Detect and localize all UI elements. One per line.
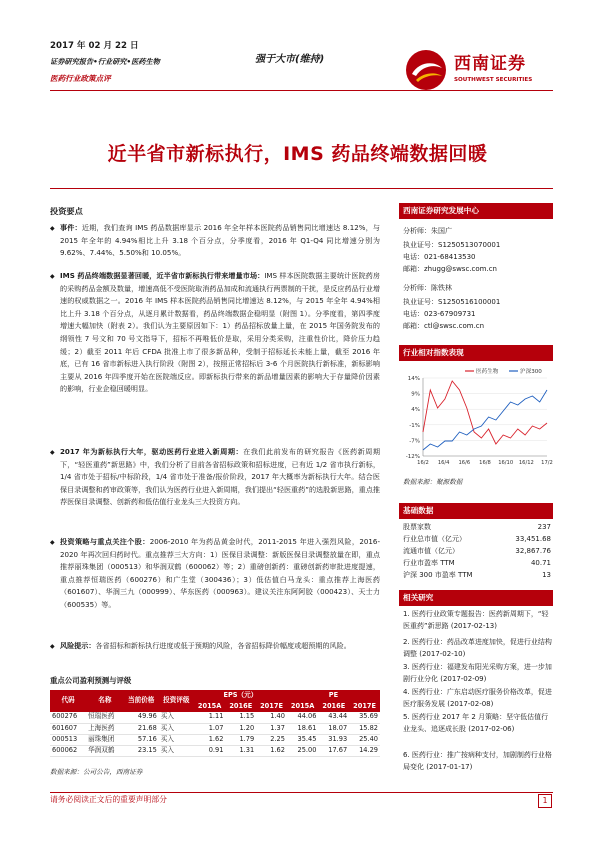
research-team-header: 西南证券研究发展中心 (399, 203, 553, 219)
table-cell: 18.61 (287, 723, 319, 734)
bullet-icon: ◆ (50, 449, 55, 456)
table-header: 当前价格 (124, 690, 159, 712)
earnings-forecast-table (50, 690, 380, 757)
table-header: 代码 (50, 690, 86, 712)
paragraph-text: 2017 年为新标执行大年，驱动医药行业进入新周期：在我们此前发布的研究报告《医药新周期下，“轻医重药”新思路》中，我们分析了目前各省招标政策和招标进度，已有近 1/2 省市执行新标，1/4 省市处于招标/中标阶段，1/4 省市处于准备/报价阶段，2017 年大概率为新标执行大年。结合医保目录调整和药审政策等，我们认为医药行业进入新周期，我们提出“轻医重药”的选股新思路，重点推荐医保目录调整、创新药和低估值行业龙头三大投资方向。 (60, 447, 381, 507)
header-rule (50, 90, 553, 91)
chart-header: 行业相对指数表现 (399, 345, 553, 361)
basic-data-row (403, 546, 551, 558)
table-cell: 000513 (50, 734, 86, 745)
chart-source: 数据来源：聚源数据 (403, 478, 463, 486)
table-year-header: 2016E (318, 701, 349, 712)
related-report-link[interactable]: 5. 医药行业 2017 年 2 月策略：坚守低估值行业龙头、追逐成长股 (2017-02-06) (403, 713, 549, 733)
table-cell: 31.93 (318, 734, 349, 745)
table-cell: 买入 (159, 734, 194, 745)
paragraph-lead: 风险提示： (60, 641, 96, 650)
table-cell: 1.11 (194, 712, 226, 723)
analyst-email[interactable]: 邮箱：zhugg@swsc.com.cn (403, 265, 497, 273)
basic-data-label: 行业市盈率 TTM (403, 559, 455, 567)
chart-x-tick-label: 16/12 (518, 460, 534, 466)
chart-x-tick-label: 16/2 (417, 460, 429, 466)
table-cell: 0.91 (194, 745, 226, 756)
chart-x-tick-label: 17/2 (541, 460, 553, 466)
basic-data-value: 237 (537, 523, 551, 531)
paragraph-ims (50, 270, 380, 396)
title-rule (50, 188, 553, 189)
chart-x-tick-label: 16/6 (458, 460, 471, 466)
chart-series (423, 381, 547, 450)
basic-data-row (403, 558, 551, 570)
related-report-link[interactable]: 2. 医药行业：药品改革进度加快，促进行业结构调整 (2017-02-10) (403, 638, 552, 658)
table-cell: 43.44 (318, 712, 349, 723)
report-type: 证券研究报告•行业研究•医药生物 (50, 57, 160, 66)
table-cell: 23.15 (124, 745, 159, 756)
table-row (50, 745, 380, 756)
chart-grid (423, 378, 547, 456)
table-header: EPS（元） (194, 690, 287, 701)
paragraph-event (50, 222, 380, 260)
basic-data-label: 沪深 300 市盈率 TTM (403, 571, 473, 579)
analyst-cert: 执业证号：S1250513070001 (403, 241, 501, 249)
chart-y-tick-label: 9% (411, 391, 420, 398)
chart-y-tick-label: -12% (405, 454, 420, 460)
table-cell: 25.00 (287, 745, 319, 756)
chart-x-tick-label: 16/8 (479, 460, 491, 466)
bullet-icon: ◆ (50, 273, 55, 280)
logo-emblem-icon (404, 48, 450, 92)
logo-english-name: SOUTHWEST SECURITIES (454, 77, 533, 83)
paragraph-text: IMS 药品终端数据显著回暖，近半省市新标执行带来增量市场：IMS 样本医院数据主要统计医院药房的采购药品金额及数量，增速高低不受医院取消药品加成和流通执行两票制的干扰，是反应药品行业增速的权威数据之一。2016 年 IMS 样本医院药品销售同比增速达 8.12%，与 2015 年全年 4.94%相比上升 3.18 个百分点，从逐月累计数据看，药品终端数据企稳明显（附图 1）。分季度看，第四季度增速大幅加快（附表 2）。我们认为主要原因如下：1）药品招标放量上量，在 2015 年国务院发布的纲领性 7 号文和 70 号文指导下，招标不再唯低价是取，采用分类采购，注重性价比，降价压力趋缓；2）截至 2011 年后 CFDA 批准上市了很多新品种，受制于招标延长未能上量，截至 2016 年底，已有 16 省市新标进入执行阶段（附图 2），按照正常招标后 3-6 个月医院执行新标准，新标影响主要从 2016 年四季度开始在医院端反应。即新标执行带来的新品增量因素的影响大于存量降价因素的影响，行业企稳回暖明显。 (60, 271, 380, 394)
basic-data-header: 基础数据 (399, 503, 553, 519)
table-cell: 57.16 (124, 734, 159, 745)
table-cell: 14.29 (349, 745, 380, 756)
report-sector: 医药行业政策点评 (50, 74, 111, 83)
related-report-link[interactable]: 3. 医药行业：福建发布阳光采购方案，进一步加剧行业分化 (2017-02-09) (403, 663, 552, 683)
analyst-email[interactable]: 邮箱：ctl@swsc.com.cn (403, 322, 485, 330)
basic-data-label: 股票家数 (403, 523, 431, 531)
chart-x-tick-label: 16/4 (437, 460, 450, 466)
basic-data-label: 流通市值（亿元） (403, 547, 459, 555)
table-year-header: 2015A (287, 701, 319, 712)
chart-x-ticks (417, 460, 553, 466)
chart-y-tick-label: 14% (407, 376, 420, 382)
chart-y-tick-label: -7% (409, 438, 420, 445)
table-cell: 1.62 (194, 734, 226, 745)
logo-name: 西南证券 (454, 54, 526, 74)
table-cell: 丽珠集团 (86, 734, 124, 745)
table-cell: 49.96 (124, 712, 159, 723)
table-cell: 601607 (50, 723, 86, 734)
bullet-icon: ◆ (50, 643, 55, 650)
table-header: 名称 (86, 690, 124, 712)
chart-x-tick-label: 16/10 (498, 460, 514, 466)
table-cell: 600276 (50, 712, 86, 723)
table-cell: 25.40 (349, 734, 380, 745)
table-cell: 1.07 (194, 723, 226, 734)
basic-data-row (403, 522, 551, 534)
table-year-header: 2015A (194, 701, 226, 712)
table-cell: 2.25 (256, 734, 287, 745)
table-source: 数据来源：公司公告，西南证券 (50, 768, 143, 776)
footer-disclaimer: 请务必阅读正文后的重要声明部分 (50, 795, 167, 804)
paragraph-risk (50, 640, 380, 653)
analyst-name: 分析师：陈铁林 (403, 284, 452, 292)
chart-legend-label: 沪深300 (520, 369, 542, 375)
table-cell: 买入 (159, 723, 194, 734)
table-header: PE (287, 690, 380, 701)
paragraph-new-cycle (50, 446, 380, 509)
table-year-header: 2016E (225, 701, 256, 712)
chart-y-tick-label: 4% (411, 407, 420, 414)
table-cell: 华润双鹤 (86, 745, 124, 756)
paragraph-lead: 事件： (60, 223, 82, 232)
table-year-header: 2017E (349, 701, 380, 712)
related-report-link[interactable]: 6. 医药行业：推广按病种支付，加剧制药行业格局变化 (2017-01-17) (403, 751, 552, 771)
table-title: 重点公司盈利预测与评级 (50, 676, 132, 685)
basic-data-value: 33,451.68 (515, 535, 551, 543)
chart-series-line (423, 381, 547, 444)
table-cell: 35.45 (287, 734, 319, 745)
paragraph-lead: 投资策略与重点关注个股： (60, 537, 150, 546)
table-row (50, 723, 380, 734)
table-year-header: 2017E (256, 701, 287, 712)
table-cell: 买入 (159, 745, 194, 756)
basic-data-value: 32,867.76 (515, 547, 551, 555)
table-row (50, 712, 380, 723)
chart-series-line (423, 390, 547, 450)
report-title: 近半省市新标执行，IMS 药品终端数据回暖 (107, 143, 488, 165)
table-row (50, 734, 380, 745)
company-logo (404, 48, 554, 92)
page-number: 1 (538, 794, 552, 808)
chart-y-tick-label: -1% (409, 422, 420, 429)
paragraph-text: 事件：近期，我们查询 IMS 药品数据库显示 2016 年全年样本医院药品销售同比增速达 8.12%，与 2015 年全年的 4.94%相比上升 3.18 个百分点，分季度看，2016 年 Q1-Q4 同比增速分别为 9.62%、7.44%、5.50%和 10.05%。 (60, 223, 381, 258)
chart-legend (465, 367, 542, 375)
table-cell: 1.31 (225, 745, 256, 756)
analyst-phone: 电话：021-68413530 (403, 253, 476, 261)
basic-data-label: 行业总市值（亿元） (403, 535, 466, 543)
paragraph-lead: 2017 年为新标执行大年，驱动医药行业进入新周期： (60, 447, 244, 456)
bullet-icon: ◆ (50, 539, 55, 546)
table-cell: 600062 (50, 745, 86, 756)
paragraph-text: 风险提示：各省招标和新标执行进度或低于预期的风险，各省招标降价幅度或超预期的风险。 (60, 641, 351, 650)
basic-data-row (403, 534, 551, 546)
relative-index-chart (399, 364, 553, 474)
table-cell: 1.37 (256, 723, 287, 734)
table-cell: 1.15 (225, 712, 256, 723)
table-cell: 21.68 (124, 723, 159, 734)
basic-data-row (403, 570, 551, 582)
basic-data-value: 13 (542, 571, 551, 579)
related-research-header: 相关研究 (399, 590, 553, 606)
paragraph-text: 投资策略与重点关注个股：2006-2010 年为药品黄金时代，2011-2015 年进入强烈风险，2016-2020 年再次回归药时代。重点推荐三大方向：1）医保目录调整：新版医保目录调整放量在即，重点推荐丽珠集团（000513）和华润双鹤（600062）等；2）重磅创新药：重磅创新药审批进度提速，重点推荐恒瑞医药（600276）和广生堂（300436）；3）低估值白马龙头：重点推荐上海医药（601607）、华润三九（000999）、华东医药（000963）。建议关注东阿阿胶（000423）、天士力（600535）等。 (60, 537, 380, 609)
table-cell: 1.79 (225, 734, 256, 745)
table-cell: 35.69 (349, 712, 380, 723)
table-cell: 上海医药 (86, 723, 124, 734)
table-header: 投资评级 (159, 690, 194, 712)
table-cell: 18.07 (318, 723, 349, 734)
basic-data-value: 40.71 (530, 559, 551, 567)
table-cell: 1.62 (256, 745, 287, 756)
analyst-name: 分析师：朱国广 (403, 227, 452, 235)
analyst-phone: 电话：023-67909731 (403, 310, 476, 318)
paragraph-strategy (50, 536, 380, 612)
table-cell: 买入 (159, 712, 194, 723)
section-title: 投资要点 (50, 206, 83, 216)
report-date: 2017 年 02 月 22 日 (50, 41, 139, 51)
chart-legend-label: 医药生物 (476, 369, 499, 375)
footer-rule (50, 792, 553, 793)
table-cell: 44.06 (287, 712, 319, 723)
related-report-link[interactable]: 1. 医药行业政策专题报告：医药新周期下，“轻医重药”新思路 (2017-02-13) (403, 610, 549, 630)
chart-y-ticks (406, 376, 420, 460)
analyst-cert: 执业证号：S1250516100001 (403, 298, 501, 306)
table-cell: 1.40 (256, 712, 287, 723)
paragraph-lead: IMS 药品终端数据显著回暖，近半省市新标执行带来增量市场： (60, 271, 265, 280)
table-cell: 1.20 (225, 723, 256, 734)
table-cell: 恒瑞医药 (86, 712, 124, 723)
table-cell: 17.67 (318, 745, 349, 756)
industry-rating: 强于大市(维持) (255, 54, 325, 65)
related-report-link[interactable]: 4. 医药行业：广东启动医疗服务价格改革，促进医疗服务发展 (2017-02-08) (403, 688, 552, 708)
table-cell: 15.82 (349, 723, 380, 734)
bullet-icon: ◆ (50, 225, 55, 232)
